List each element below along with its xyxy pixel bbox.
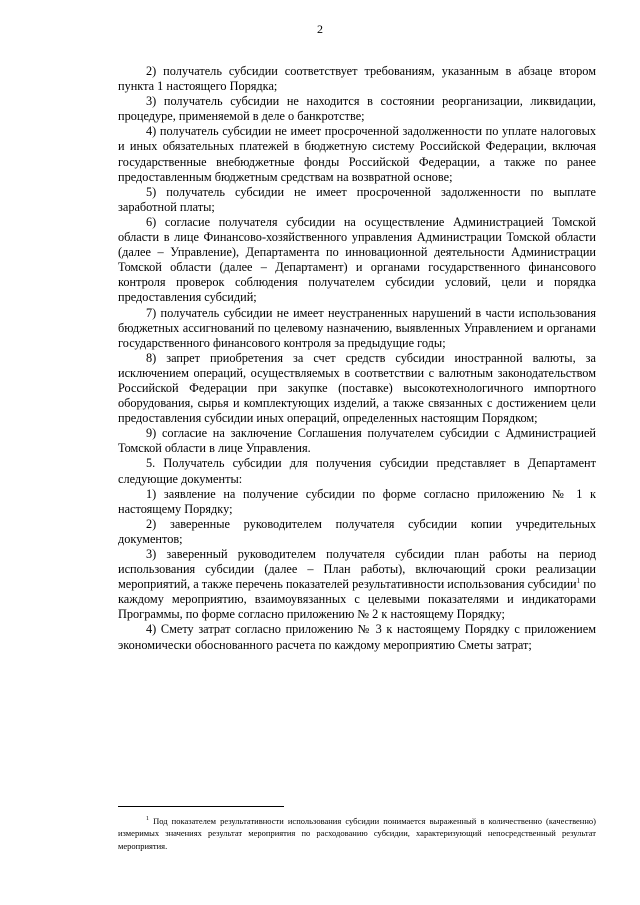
paragraph: 9) согласие на заключение Соглашения получателем субсидии с Администрацией Томской области в лице Управления. <box>118 426 596 456</box>
footnote-mark: 1 <box>146 816 149 822</box>
footnote-reference[interactable]: 1 <box>576 577 581 586</box>
footnote <box>118 815 596 852</box>
paragraph: 1) заявление на получение субсидии по форме согласно приложению № 1 к настоящему Порядку; <box>118 486 596 516</box>
footnote-text: Под показателем результативности использования субсидии понимается выраженный в количественно (качественно) измеримых значениях результат мероприятия по расходованию субсидии, характеризующий непосредственный результат мероприятия. <box>118 816 596 851</box>
paragraph: 2) заверенные руководителем получателя субсидии копии учредительных документов; <box>118 516 596 546</box>
paragraph: 8) запрет приобретения за счет средств субсидии иностранной валюты, за исключением операций, осуществляемых в соответствии с валютным законодательством Российской Федерации при закупке (поставке) высокотехнологичного импортного оборудования, сырья и комплектующих изделий, а также связанных с достижением цели предоставления субсидии иных операций, определенных настоящим Порядком; <box>118 350 596 426</box>
paragraph: 6) согласие получателя субсидии на осуществление Администрацией Томской области в лице Финансово-хозяйственного управления Администрации Томской области (далее – Управление), Департамента по инновационной деятельности Администрации Томской области (далее – Департамент) и органами государственного финансового контроля проверок соблюдения получателем субсидии условий, цели и порядка предоставления субсидий; <box>118 214 596 305</box>
page-number: 2 <box>317 22 323 36</box>
document-body <box>118 64 596 653</box>
paragraph: 4) Смету затрат согласно приложению № 3 к настоящему Порядку с приложением экономически обоснованного расчета по каждому мероприятию Сметы затрат; <box>118 622 596 652</box>
paragraph: 3) заверенный руководителем получателя субсидии план работы на период использования субсидии (далее – План работы), включающий сроки реализации мероприятий, а также перечень показателей результативности использования субсидии$^1$ по каждому мероприятию, взаимоувязанных с целевыми показателями и индикаторами Программы, по форме согласно приложению № 2 к настоящему Порядку; <box>118 547 596 622</box>
paragraph: 2) получатель субсидии соответствует требованиям, указанным в абзаце втором пункта 1 настоящего Порядка; <box>118 64 596 94</box>
footnote-separator <box>118 806 284 807</box>
paragraph: 5) получатель субсидии не имеет просроченной задолженности по выплате заработной платы; <box>118 184 596 214</box>
paragraph: 4) получатель субсидии не имеет просроченной задолженности по уплате налоговых и иных обязательных платежей в бюджетную систему Российской Федерации, включая государственные внебюджетные фонды Российской Федерации, а также по ранее предоставленным бюджетным средствам на возвратной основе; <box>118 124 596 184</box>
paragraph: 5. Получатель субсидии для получения субсидии представляет в Департамент следующие документы: <box>118 456 596 486</box>
paragraph: 3) получатель субсидии не находится в состоянии реорганизации, ликвидации, процедуре, применяемой в деле о банкротстве; <box>118 94 596 124</box>
paragraph: 7) получатель субсидии не имеет неустраненных нарушений в части использования бюджетных ассигнований по целевому назначению, выявленных Управлением и органами государственного финансового контроля за предыдущие годы; <box>118 305 596 350</box>
